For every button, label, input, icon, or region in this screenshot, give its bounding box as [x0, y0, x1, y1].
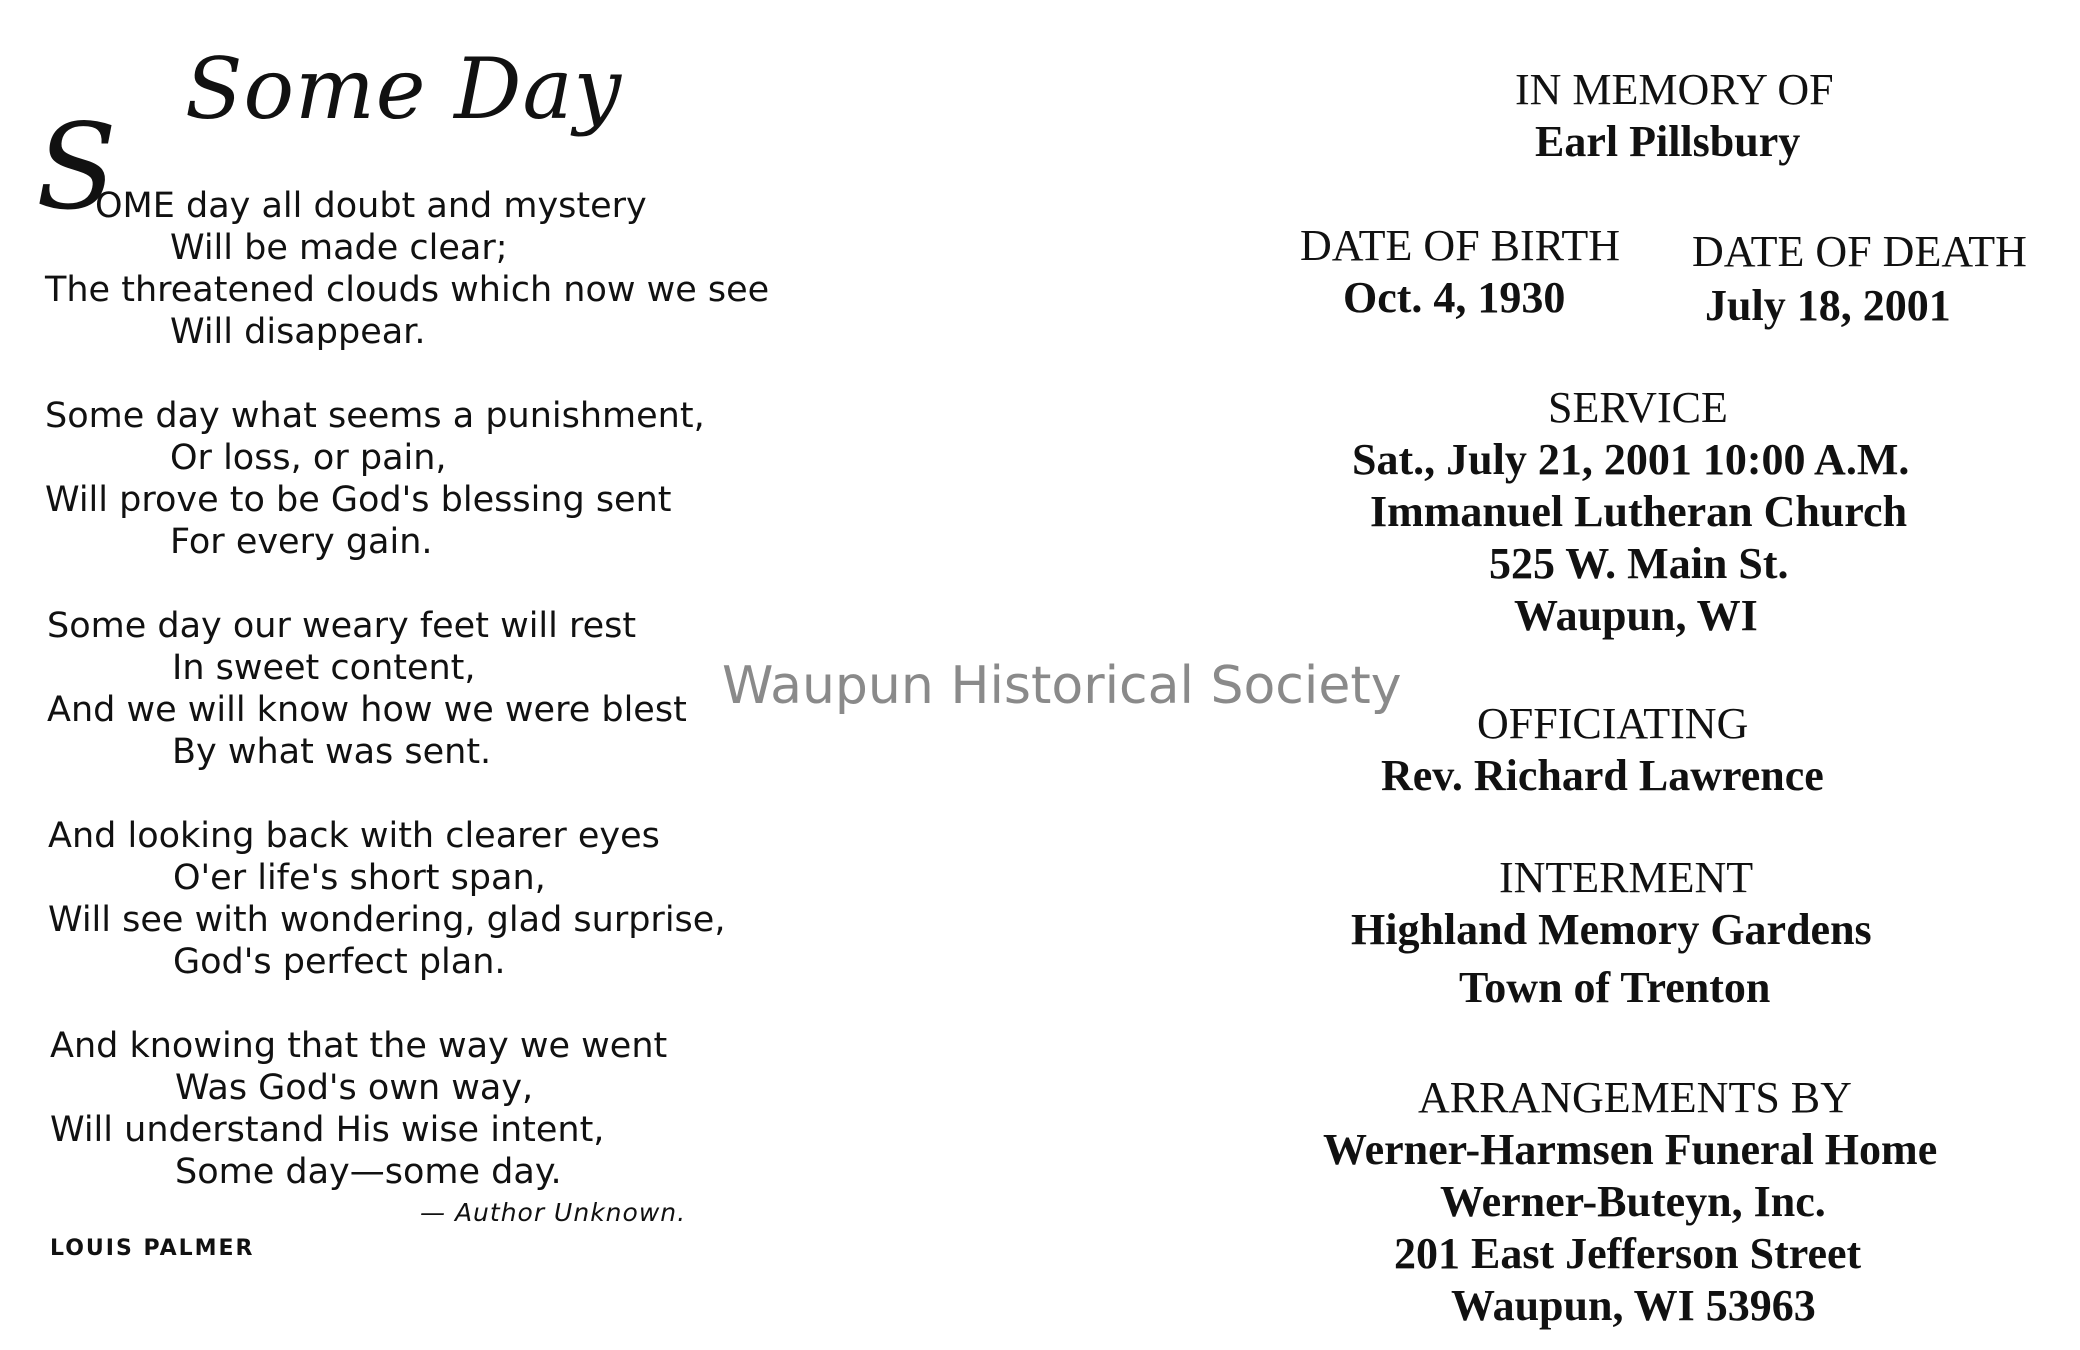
poem-line: Will see with wondering, glad surprise, — [48, 900, 726, 940]
poem-line: Will understand His wise intent, — [50, 1110, 605, 1150]
poem-publisher: LOUIS PALMER — [50, 1236, 255, 1261]
death-heading: DATE OF DEATH — [1692, 227, 2027, 276]
poem-author: — Author Unknown. — [420, 1198, 687, 1227]
poem-line: Or loss, or pain, — [170, 438, 447, 478]
poem-line: By what was sent. — [172, 732, 492, 772]
officiating-heading: OFFICIATING — [1477, 699, 1749, 748]
funeral-city: Waupun, WI 53963 — [1451, 1281, 1816, 1330]
interment-town: Town of Trenton — [1459, 963, 1771, 1012]
poem-line: And we will know how we were blest — [47, 690, 687, 730]
interment-heading: INTERMENT — [1499, 853, 1754, 902]
service-street: 525 W. Main St. — [1489, 539, 1789, 588]
poem-line: Will disappear. — [170, 312, 426, 352]
funeral-street: 201 East Jefferson Street — [1394, 1229, 1862, 1278]
poem-line: Was God's own way, — [175, 1068, 534, 1108]
service-city: Waupun, WI — [1514, 591, 1758, 640]
service-datetime: Sat., July 21, 2001 10:00 A.M. — [1352, 435, 1910, 484]
arrangements-heading: ARRANGEMENTS BY — [1418, 1073, 1852, 1122]
poem-line: O'er life's short span, — [173, 858, 546, 898]
officiant-name: Rev. Richard Lawrence — [1381, 751, 1824, 800]
poem-line: The threatened clouds which now we see — [45, 270, 770, 310]
poem-line: Some day—some day. — [175, 1152, 562, 1192]
interment-place: Highland Memory Gardens — [1351, 905, 1872, 954]
poem-line: And looking back with clearer eyes — [48, 816, 660, 856]
birth-date: Oct. 4, 1930 — [1343, 273, 1566, 322]
watermark: Waupun Historical Society — [722, 656, 1402, 716]
poem-body — [0, 0, 770, 1300]
funeral-company: Werner-Buteyn, Inc. — [1440, 1177, 1826, 1226]
poem-line: Will be made clear; — [170, 228, 508, 268]
birth-heading: DATE OF BIRTH — [1300, 221, 1621, 270]
deceased-name: Earl Pillsbury — [1535, 117, 1801, 166]
in-memory-heading: IN MEMORY OF — [1515, 65, 1834, 114]
death-date: July 18, 2001 — [1705, 281, 1951, 330]
poem-line: God's perfect plan. — [173, 942, 506, 982]
poem-drop-cap: S — [36, 98, 117, 236]
poem-line: And knowing that the way we went — [50, 1026, 668, 1066]
poem-line: Some day our weary feet will rest — [47, 606, 637, 646]
poem-line: Some day what seems a punishment, — [45, 396, 705, 436]
poem-line: In sweet content, — [172, 648, 476, 688]
funeral-home: Werner-Harmsen Funeral Home — [1323, 1125, 1938, 1174]
poem-line: OME day all doubt and mystery — [95, 186, 647, 226]
poem-line: Will prove to be God's blessing sent — [45, 480, 672, 520]
poem-title: Some Day — [185, 40, 623, 138]
service-church: Immanuel Lutheran Church — [1370, 487, 1908, 536]
service-heading: SERVICE — [1548, 383, 1728, 432]
poem-line: For every gain. — [170, 522, 433, 562]
